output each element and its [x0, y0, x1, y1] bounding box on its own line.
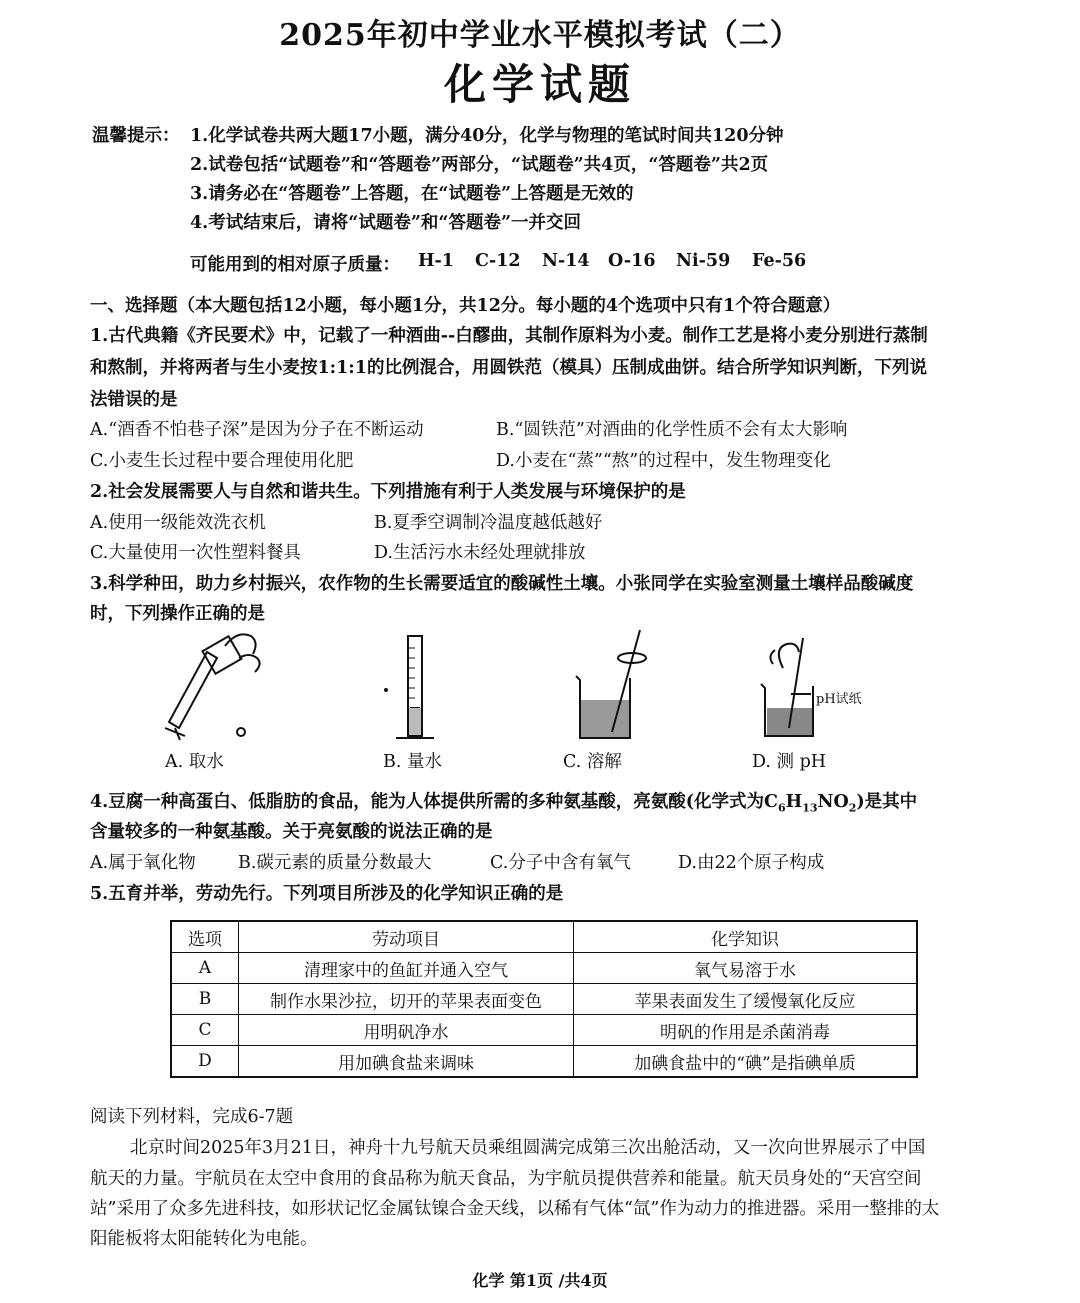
notice-item: 3.请务必在“答题卷”上答题，在“试题卷”上答题是无效的 [190, 184, 634, 204]
question-1-text: 法错误的是 [90, 390, 178, 410]
table-row [171, 953, 917, 984]
atomic-mass: Fe-56 [752, 251, 807, 271]
option-b: B.碳元素的质量分数最大 [238, 853, 432, 873]
option-a: A.“酒香不怕巷子深”是因为分子在不断运动 [90, 420, 424, 440]
reading-heading: 阅读下列材料，完成6-7题 [90, 1107, 294, 1127]
option-c: C.小麦生长过程中要合理使用化肥 [90, 451, 354, 471]
page-footer: 化学 第1页 /共4页 [472, 1271, 608, 1290]
option-c: C.大量使用一次性塑料餐具 [90, 543, 301, 563]
table-cell: 用加碘食盐来调味 [239, 1046, 574, 1078]
table-cell: C [171, 1015, 239, 1046]
option-d: D.小麦在“蒸”“熬”的过程中，发生物理变化 [496, 451, 831, 471]
column-header: 化学知识 [574, 921, 918, 953]
atomic-mass: H-1 [418, 251, 454, 271]
table-cell: 氧气易溶于水 [574, 953, 918, 984]
atomic-mass: Ni-59 [676, 251, 731, 271]
subject-title: 化学试题 [443, 60, 636, 109]
notice-item: 1.化学试卷共两大题17小题，满分40分，化学与物理的笔试时间共120分钟 [190, 126, 784, 146]
question-1-text: 1.古代典籍《齐民要术》中，记载了一种酒曲--白醪曲，其制作原料为小麦。制作工艺是将小麦分别进行蒸制 [90, 326, 928, 346]
atomic-mass: O-16 [608, 251, 656, 271]
table-cell: 制作水果沙拉，切开的苹果表面变色 [239, 984, 574, 1015]
table-cell: 用明矾净水 [239, 1015, 574, 1046]
question-1-text: 和熬制，并将两者与生小麦按1:1:1的比例混合，用圆铁范（模具）压制成曲饼。结合所学知识判断，下列说 [90, 358, 927, 378]
table-row [171, 984, 917, 1015]
table-row [171, 1015, 917, 1046]
table-cell: 苹果表面发生了缓慢氧化反应 [574, 984, 918, 1015]
chemical-formula: $C_6H_{13}NO_2$)是其中 [764, 792, 918, 815]
labor-table [170, 920, 918, 1078]
question-3-text: 3.科学种田，助力乡村振兴，农作物的生长需要适宜的酸碱性土壤。小张同学在实验室测量土壤样品酸碱度 [90, 574, 914, 594]
question-4-text: 含量较多的一种氨基酸。关于亮氨酸的说法正确的是 [90, 822, 493, 842]
option-c: C.分子中含有氧气 [490, 853, 631, 873]
option-b: B.“圆铁范”对酒曲的化学性质不会有太大影响 [496, 420, 848, 440]
question-3-text: 时，下列操作正确的是 [90, 604, 265, 624]
option-d: D.由22个原子构成 [678, 853, 825, 873]
reading-paragraph-line: 北京时间2025年3月21日，神舟十九号航天员乘组圆满完成第三次出舱活动，又一次向世界展示了中国 [130, 1138, 926, 1158]
atomic-mass: N-14 [542, 251, 590, 271]
reading-paragraph-line: 阳能板将太阳能转化为电能。 [90, 1229, 318, 1249]
table-row [171, 1046, 917, 1078]
figure-label-d: D. 测 pH [752, 752, 827, 772]
option-a: A.属于氧化物 [90, 853, 196, 873]
question-4-text: 4.豆腐一种高蛋白、低脂肪的食品，能为人体提供所需的多种氨基酸，亮氨酸(化学式为$C_6H_{13}NO_2$)是其中 [90, 792, 918, 815]
atomic-mass: C-12 [475, 251, 521, 271]
option-b: B.夏季空调制冷温度越低越好 [374, 513, 603, 533]
figure-beaker-stirring [560, 628, 710, 748]
notice-item: 2.试卷包括“试题卷”和“答题卷”两部分，“试题卷”共4页，“答题卷”共2页 [190, 155, 769, 175]
notice-label: 温馨提示： [92, 126, 180, 146]
question-2-text: 2.社会发展需要人与自然和谐共生。下列措施有利于人类发展与环境保护的是 [90, 482, 686, 502]
column-header: 劳动项目 [239, 921, 574, 953]
table-cell: 明矾的作用是杀菌消毒 [574, 1015, 918, 1046]
table-cell: B [171, 984, 239, 1015]
section-heading: 一、选择题（本大题包括12小题，每小题1分，共12分。每小题的4个选项中只有1个符合题意） [90, 296, 841, 316]
column-header: 选项 [171, 921, 239, 953]
table-cell: 清理家中的鱼缸并通入空气 [239, 953, 574, 984]
option-a: A.使用一级能效洗衣机 [90, 513, 266, 533]
figure-label-b: B. 量水 [383, 752, 442, 772]
atomic-mass-label: 可能用到的相对原子质量： [190, 255, 400, 275]
table-cell: D [171, 1046, 239, 1078]
table-header-row [171, 921, 917, 953]
exam-title: 2025年初中学业水平模拟考试（二） [279, 18, 801, 53]
reading-paragraph-line: 航天的力量。宇航员在太空中食用的食品称为航天食品，为宇航员提供营养和能量。航天员身处的“天宫空间 [90, 1169, 922, 1189]
figure-pouring-water [155, 628, 305, 748]
figure-graduated-cylinder [360, 628, 510, 748]
figure-label-c: C. 溶解 [563, 752, 622, 772]
table-cell: A [171, 953, 239, 984]
ph-paper-label: pH试纸 [816, 692, 862, 707]
table-cell: 加碘食盐中的“碘”是指碘单质 [574, 1046, 918, 1078]
notice-item: 4.考试结束后，请将“试题卷”和“答题卷”一并交回 [190, 213, 582, 233]
question-5-text: 5.五育并举，劳动先行。下列项目所涉及的化学知识正确的是 [90, 884, 564, 904]
option-d: D.生活污水未经处理就排放 [374, 543, 586, 563]
figure-label-a: A. 取水 [165, 752, 224, 772]
reading-paragraph-line: 站”采用了众多先进科技，如形状记忆金属钛镍合金天线，以稀有气体“氙”作为动力的推进器。采用一整排的太 [90, 1199, 940, 1219]
